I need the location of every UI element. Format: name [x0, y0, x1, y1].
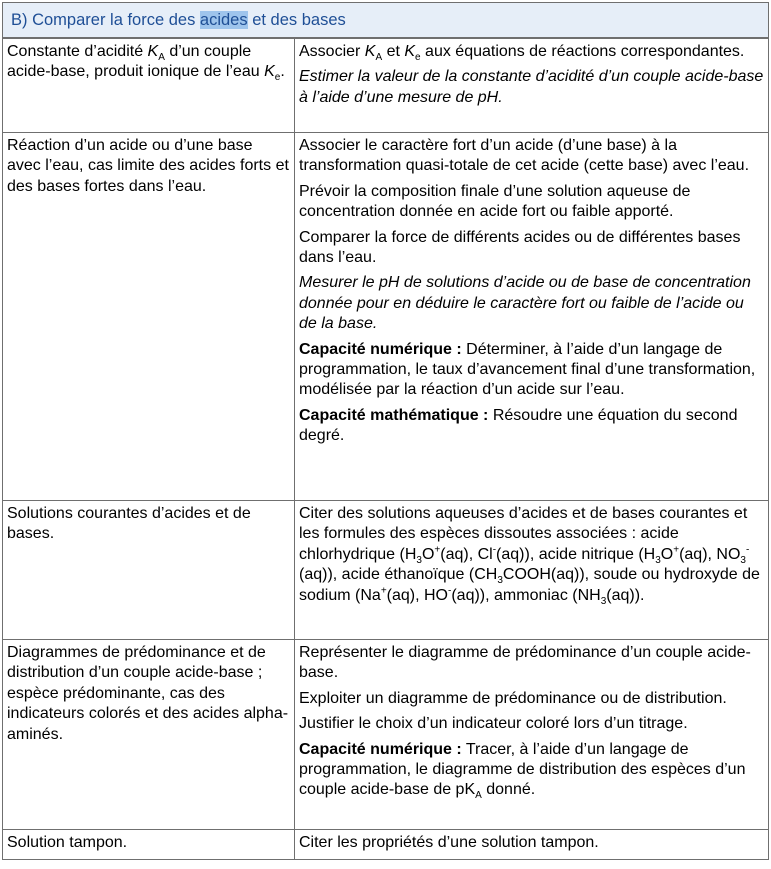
title-text-end: et des bases: [247, 10, 346, 29]
capacity-item: Estimer la valeur de la constante d’acidité d’un couple acide-base à l’aide d’une mesure de pH.: [299, 68, 764, 106]
capacity-item: Capacité numérique : Tracer, à l’aide d’un langage de programmation, le diagramme de distribution des espèces d’un couple acide-base de $pK_A$ donné.: [299, 740, 746, 802]
title-highlight: acides: [199, 10, 248, 29]
capacity-item: Capacité mathématique : Résoudre une équation du second degré.: [299, 406, 738, 445]
document: [2, 2, 769, 860]
notion-cell: Diagrammes de prédominance et de distribution d’un couple acide-base ; espèce prédominante, cas des indicateurs colorés et des acides alpha-aminés.: [3, 640, 295, 830]
table-row: [3, 830, 769, 860]
table-row: [3, 501, 769, 640]
capacity-label: Capacité numérique :: [299, 340, 462, 358]
capacity-item: Associer le caractère fort d’un acide (d’une base) à la transformation quasi-totale de cet acide (cette base) avec l’eau.: [299, 137, 750, 175]
table-row: [3, 39, 769, 133]
capacity-item: Mesurer le pH de solutions d’acide ou de base de concentration donnée pour en déduire le caractère fort ou faible de l’acide ou de la base.: [299, 274, 751, 333]
capacity-item: Exploiter un diagramme de prédominance ou de distribution.: [299, 689, 727, 707]
notion-cell: Constante d’acidité $K_A$ d’un couple acide-base, produit ionique de l’eau $K_e$.: [3, 39, 295, 133]
notion-cell: Solution tampon.: [3, 830, 295, 860]
section-header: [2, 2, 769, 38]
capacity-item: Capacité numérique : Déterminer, à l’aide d’un langage de programmation, le taux d’avancement final d’une transformation, modélisée par la réaction d’un acide sur l’eau.: [299, 340, 756, 399]
table-row: [3, 133, 769, 501]
capacity-cell: [295, 133, 769, 501]
capacity-item: Citer des solutions aqueuses d’acides et de bases courantes et les formules des espèces dissoutes associées : acide chlorhydrique ($H_3O^+(aq)$, Cl-(aq)), acide nitrique ($H_3O^+(aq)$, $NO_3^-(aq)$), acide éthanoïque $(CH_3COOH(aq))$, soude ou hydroxyde de sodium (Na+(aq), HO-(aq)), ammoniac $(NH_3(aq))$.: [299, 505, 760, 607]
capacity-item: Prévoir la composition finale d’une solution aqueuse de concentration donnée en acide fort ou faible apporté.: [299, 182, 691, 221]
capacity-cell: [295, 39, 769, 133]
title-text: B) Comparer la force des: [11, 10, 200, 29]
capacity-label: Capacité numérique :: [299, 740, 462, 758]
capacity-label: Capacité mathématique :: [299, 406, 489, 424]
section-title: [11, 11, 346, 30]
capacity-cell: [295, 830, 769, 860]
notion-cell: Solutions courantes d’acides et de bases.: [3, 501, 295, 640]
table-row: [3, 640, 769, 830]
capacity-item: Justifier le choix d’un indicateur coloré lors d’un titrage.: [299, 715, 688, 733]
capacity-item: Comparer la force de différents acides ou de différentes bases dans l’eau.: [299, 228, 741, 267]
program-table: [2, 38, 769, 860]
capacity-cell: [295, 501, 769, 640]
capacity-item: Citer les propriétés d’une solution tampon.: [299, 834, 599, 851]
capacity-cell: [295, 640, 769, 830]
notion-cell: Réaction d’un acide ou d’une base avec l’eau, cas limite des acides forts et des bases fortes dans l’eau.: [3, 133, 295, 501]
capacity-item: Associer $K_A$ et $K_e$ aux équations de réactions correspondantes.: [299, 43, 745, 64]
capacity-item: Représenter le diagramme de prédominance d’un couple acide-base.: [299, 644, 751, 682]
